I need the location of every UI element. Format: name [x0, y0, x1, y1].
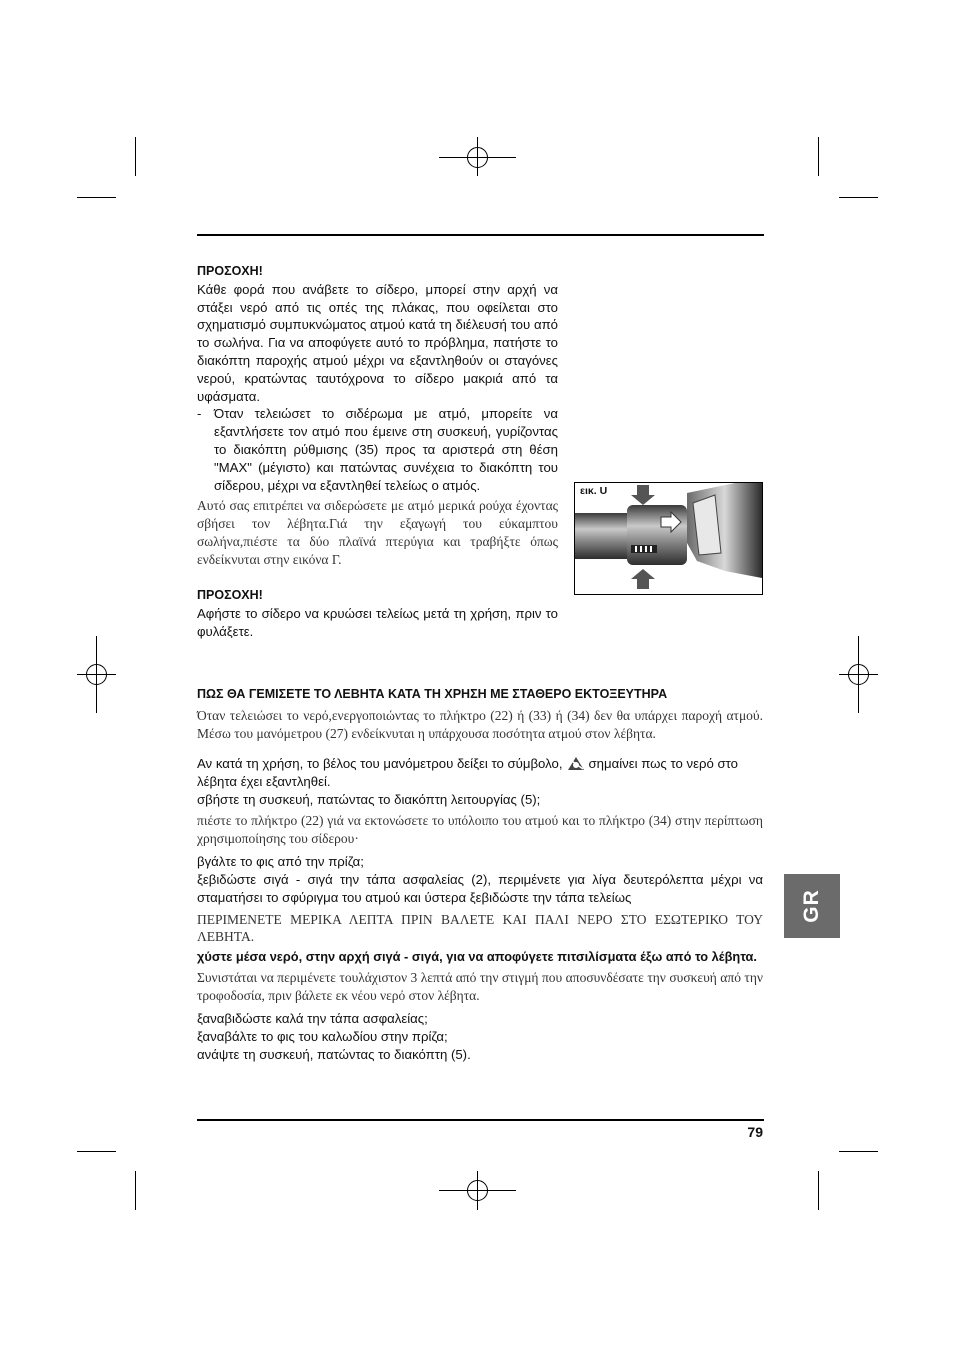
- language-tab: [784, 874, 840, 938]
- warning-text-2: Αφήστε το σίδερο να κρυώσει τελείως μετά τη χρήση, πριν το φυλάξετε.: [197, 606, 558, 639]
- section-heading: ΠΩΣ ΘΑ ΓΕΜΙΣΕΤΕ ΤΟ ΛΕΒΗΤΑ ΚΑΤΑ ΤΗ ΧΡΗΣΗ ΜΕ ΣΤΑΘΕΡΟ ΕΚΤΟΞΕΥΤΗΡΑ: [197, 687, 668, 701]
- dash-marker: -: [197, 406, 202, 422]
- header-rule: [197, 234, 764, 236]
- language-tab-label: GR: [800, 889, 823, 923]
- serif-paragraph-hose: Αυτό σας επιτρέπει να σιδερώσετε με ατμό μερικά ρούχα έχοντας σβήσει τον λέβητα.Γιά την εξαγωγή του εύκαμπτου σωλήνα,πιέστε τα δύο πλαϊνά πτερύγια και τραβήξτε όπως ενδείκνυται στην εικόνα Γ.: [197, 498, 558, 568]
- footer-rule: [197, 1119, 764, 1121]
- figure-label: εικ. U: [580, 485, 608, 497]
- page-number: 79: [747, 1124, 763, 1140]
- warning-title: ΠΡΟΣΟΧΗ!: [197, 264, 263, 278]
- refill-section: [197, 685, 763, 1064]
- warning-text: Κάθε φορά που ανάβετε το σίδερο, μπορεί στην αρχή να στάξει νερό από τις οπές της πλάκας, που οφείλεται στο σχηματισμό συμπυκνώματος ατμού κατά τη διέλευσή του από το σωλήνα. Για να αποφύγετε αυτό το πρόβλημα, πατήστε το διακόπτη παροχής ατμού μέχρι να εξαντληθούν οι σταγόνες νερού, κρατώντας ταυτόχρονα το σίδερο μακριά από τα υφάσματα.: [197, 281, 558, 404]
- dash-item-text: Όταν τελειώσετ το σιδέρωμα με ατμό, μπορείτε να εξαντλήσετε τον ατμό που έμεινε στη συσκευή, γυρίζοντας το διακόπτη ρύθμισης (35) προς τα αριστερά στη θέση "MAX" (μέγιστο) και πατώντας συνέχεια το διακόπτη του σίδερου, μέχρι να εξαντληθεί τελείως ο ατμός.: [214, 406, 558, 493]
- figure-u: [574, 482, 763, 595]
- step-switch-on: ανάψτε τη συσκευή, πατώντας το διακόπτη (5).: [197, 1047, 471, 1062]
- gauge-paragraph: [197, 755, 763, 791]
- step-plug-in: ξαναβάλτε το φις του καλωδίου στην πρίζα;: [197, 1029, 448, 1044]
- serif-caps-wait: ΠΕΡΙΜΕΝΕΤΕ ΜΕΡΙΚΑ ΛΕΠΤΑ ΠΡΙΝ ΒΑΛΕΤΕ ΚΑΙ ΠΑΛΙ ΝΕΡΟ ΣΤΟ ΕΣΩΤΕΡΙΚΟ ΤΟΥ ΛΕΒΗΤΑ.: [197, 912, 763, 944]
- step-rescrew-cap: ξαναβιδώστε καλά την τάπα ασφαλείας;: [197, 1011, 428, 1026]
- bold-step-pour-water: χύστε μέσα νερό, στην αρχή σιγά - σιγά, για να αποφύγετε πιτσιλίσματα έξω από το λέβητα.: [197, 949, 757, 964]
- left-column: [197, 263, 558, 641]
- step-unplug: βγάλτε το φις από την πρίζα;: [197, 854, 364, 869]
- step-switch-off: σβήστε τη συσκευή, πατώντας το διακόπτη λειτουργίας (5);: [197, 792, 541, 807]
- gauge-text-after: σημαίνει πως το νερό στο λέβητα έχει εξαντληθεί.: [197, 756, 738, 789]
- step-unscrew-cap: ξεβιδώστε σιγά - σιγά την τάπα ασφαλείας (2), περιμένετε για λίγα δευτερόλεπτα μέχρι να σταματήσει το σφύριγμα του ατμού και ύστερα ξεβιδώστε την τάπα τελείως: [197, 872, 763, 905]
- serif-paragraph-release-steam: πιέστε το πλήκτρο (22) γιά να εκτονώσετε το υπόλοιπο του ατμού και το πλήκτρο (34) στην περίπτωση χρησιμοποίησης του σίδερου·: [197, 813, 763, 846]
- gauge-text-before: Αν κατά τη χρήση, το βέλος του μανόμετρου δείξει το σύμβολο,: [197, 756, 563, 771]
- warning-title-2: ΠΡΟΣΟΧΗ!: [197, 588, 263, 603]
- dash-list-item: [197, 405, 558, 494]
- serif-paragraph-wait-3-min: Συνιστάται να περιμένετε τουλάχιστον 3 λεπτά από την στιγμή που αποσυνδέσατε την συσκευή από την τροφοδοσία, πριν βάλετε εκ νέου νερό στον λέβητα.: [197, 970, 763, 1003]
- serif-paragraph-manometer: Όταν τελειώσει το νερό,ενεργοποιώντας το πλήκτρο (22) ή (33) ή (34) δεν θα υπάρχει παροχή ατμού. Μέσω του μανόμετρου (27) ενδείκνυται η υπάρχουσα ποσότητα ατμού στον λέβητα.: [197, 708, 763, 741]
- empty-water-symbol-icon: [567, 756, 585, 771]
- iron-hose-illustration-icon: [575, 483, 762, 594]
